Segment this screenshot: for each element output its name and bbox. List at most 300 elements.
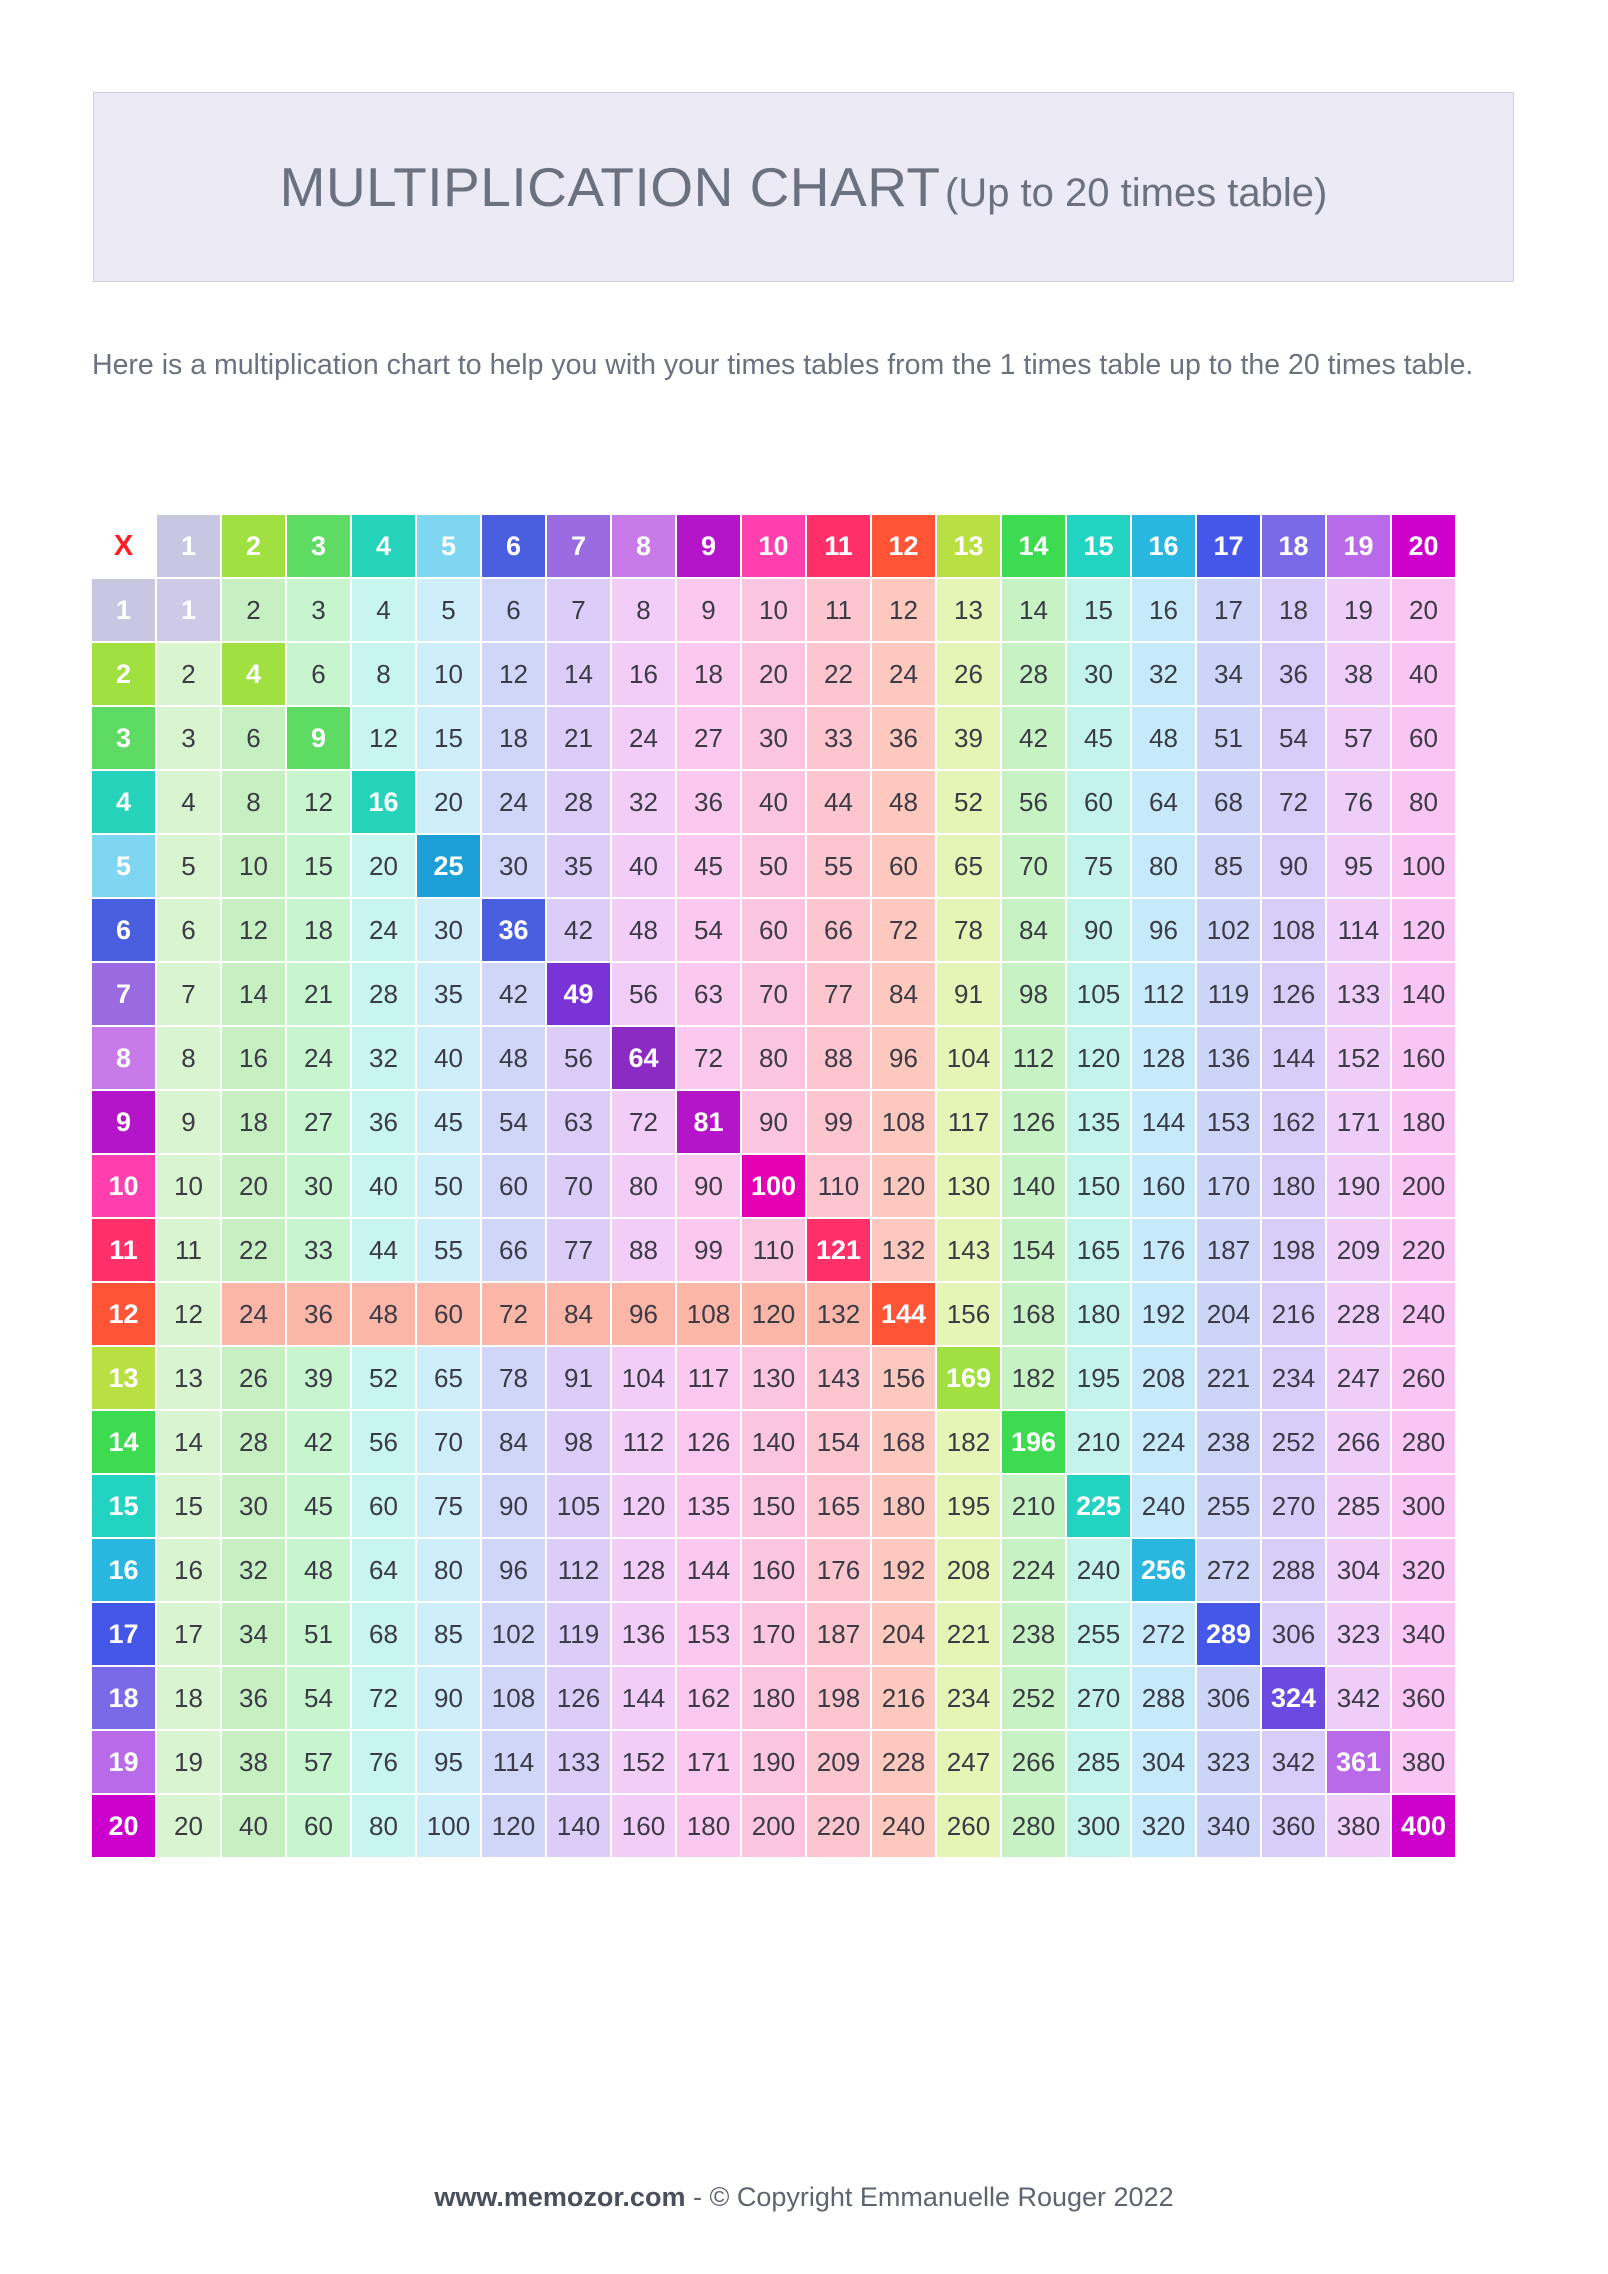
grid-cell-2x3: 6 [287, 643, 350, 705]
grid-cell-2x8: 16 [612, 643, 675, 705]
grid-cell-11x4: 44 [352, 1219, 415, 1281]
grid-cell-5x12: 60 [872, 835, 935, 897]
grid-cell-8x13: 104 [937, 1027, 1000, 1089]
grid-cell-square-3: 9 [287, 707, 350, 769]
grid-cell-15x7: 105 [547, 1475, 610, 1537]
grid-cell-20x9: 180 [677, 1795, 740, 1857]
grid-cell-4x16: 64 [1132, 771, 1195, 833]
grid-cell-9x15: 135 [1067, 1091, 1130, 1153]
column-header-19: 19 [1327, 515, 1390, 577]
grid-cell-9x14: 126 [1002, 1091, 1065, 1153]
table-row [92, 1027, 1455, 1089]
table-row [92, 835, 1455, 897]
grid-cell-20x11: 220 [807, 1795, 870, 1857]
grid-cell-1x5: 5 [417, 579, 480, 641]
grid-cell-17x18: 306 [1262, 1603, 1325, 1665]
grid-cell-13x12: 156 [872, 1347, 935, 1409]
grid-cell-17x19: 323 [1327, 1603, 1390, 1665]
grid-cell-20x15: 300 [1067, 1795, 1130, 1857]
grid-cell-4x5: 20 [417, 771, 480, 833]
grid-cell-17x4: 68 [352, 1603, 415, 1665]
grid-cell-4x2: 8 [222, 771, 285, 833]
grid-cell-15x10: 150 [742, 1475, 805, 1537]
grid-cell-14x5: 70 [417, 1411, 480, 1473]
grid-cell-3x2: 6 [222, 707, 285, 769]
grid-cell-2x16: 32 [1132, 643, 1195, 705]
grid-cell-19x1: 19 [157, 1731, 220, 1793]
grid-cell-18x15: 270 [1067, 1667, 1130, 1729]
grid-cell-16x20: 320 [1392, 1539, 1455, 1601]
table-row [92, 643, 1455, 705]
grid-cell-3x13: 39 [937, 707, 1000, 769]
grid-cell-7x19: 133 [1327, 963, 1390, 1025]
grid-cell-20x2: 40 [222, 1795, 285, 1857]
grid-cell-13x11: 143 [807, 1347, 870, 1409]
grid-cell-4x12: 48 [872, 771, 935, 833]
grid-cell-15x20: 300 [1392, 1475, 1455, 1537]
grid-cell-square-14: 196 [1002, 1411, 1065, 1473]
table-row [92, 1411, 1455, 1473]
grid-cell-17x14: 238 [1002, 1603, 1065, 1665]
grid-cell-4x6: 24 [482, 771, 545, 833]
grid-cell-15x5: 75 [417, 1475, 480, 1537]
grid-cell-6x9: 54 [677, 899, 740, 961]
grid-cell-14x12: 168 [872, 1411, 935, 1473]
grid-cell-3x6: 18 [482, 707, 545, 769]
grid-cell-9x12: 108 [872, 1091, 935, 1153]
grid-cell-13x16: 208 [1132, 1347, 1195, 1409]
grid-cell-19x8: 152 [612, 1731, 675, 1793]
grid-cell-3x18: 54 [1262, 707, 1325, 769]
grid-cell-3x12: 36 [872, 707, 935, 769]
grid-cell-15x17: 255 [1197, 1475, 1260, 1537]
grid-cell-14x10: 140 [742, 1411, 805, 1473]
grid-cell-20x3: 60 [287, 1795, 350, 1857]
table-row [92, 579, 1455, 641]
grid-cell-8x1: 8 [157, 1027, 220, 1089]
grid-cell-12x9: 108 [677, 1283, 740, 1345]
table-row [92, 1667, 1455, 1729]
grid-cell-8x17: 136 [1197, 1027, 1260, 1089]
grid-cell-5x11: 55 [807, 835, 870, 897]
grid-cell-3x16: 48 [1132, 707, 1195, 769]
grid-cell-11x5: 55 [417, 1219, 480, 1281]
grid-cell-7x9: 63 [677, 963, 740, 1025]
grid-cell-13x5: 65 [417, 1347, 480, 1409]
grid-cell-20x6: 120 [482, 1795, 545, 1857]
grid-cell-square-18: 324 [1262, 1667, 1325, 1729]
grid-cell-8x18: 144 [1262, 1027, 1325, 1089]
grid-cell-11x13: 143 [937, 1219, 1000, 1281]
grid-cell-9x5: 45 [417, 1091, 480, 1153]
row-header-9: 9 [92, 1091, 155, 1153]
grid-cell-12x13: 156 [937, 1283, 1000, 1345]
grid-cell-17x20: 340 [1392, 1603, 1455, 1665]
column-header-1: 1 [157, 515, 220, 577]
grid-cell-8x3: 24 [287, 1027, 350, 1089]
grid-cell-12x18: 216 [1262, 1283, 1325, 1345]
grid-cell-7x18: 126 [1262, 963, 1325, 1025]
grid-cell-8x11: 88 [807, 1027, 870, 1089]
grid-cell-7x10: 70 [742, 963, 805, 1025]
grid-cell-2x20: 40 [1392, 643, 1455, 705]
grid-cell-9x11: 99 [807, 1091, 870, 1153]
grid-cell-8x10: 80 [742, 1027, 805, 1089]
grid-cell-10x16: 160 [1132, 1155, 1195, 1217]
grid-cell-4x19: 76 [1327, 771, 1390, 833]
grid-cell-3x1: 3 [157, 707, 220, 769]
grid-cell-1x13: 13 [937, 579, 1000, 641]
grid-cell-2x9: 18 [677, 643, 740, 705]
grid-cell-7x3: 21 [287, 963, 350, 1025]
grid-cell-11x1: 11 [157, 1219, 220, 1281]
grid-cell-15x14: 210 [1002, 1475, 1065, 1537]
grid-cell-5x13: 65 [937, 835, 1000, 897]
grid-cell-12x8: 96 [612, 1283, 675, 1345]
table-header-row [92, 515, 1455, 577]
column-header-15: 15 [1067, 515, 1130, 577]
grid-cell-5x14: 70 [1002, 835, 1065, 897]
grid-cell-11x14: 154 [1002, 1219, 1065, 1281]
grid-cell-square-11: 121 [807, 1219, 870, 1281]
grid-cell-9x3: 27 [287, 1091, 350, 1153]
grid-cell-square-9: 81 [677, 1091, 740, 1153]
column-header-13: 13 [937, 515, 1000, 577]
grid-cell-19x3: 57 [287, 1731, 350, 1793]
grid-cell-9x17: 153 [1197, 1091, 1260, 1153]
grid-cell-3x20: 60 [1392, 707, 1455, 769]
grid-cell-12x2: 24 [222, 1283, 285, 1345]
grid-cell-6x5: 30 [417, 899, 480, 961]
row-header-15: 15 [92, 1475, 155, 1537]
grid-cell-14x2: 28 [222, 1411, 285, 1473]
grid-cell-5x15: 75 [1067, 835, 1130, 897]
grid-cell-19x15: 285 [1067, 1731, 1130, 1793]
grid-cell-15x16: 240 [1132, 1475, 1195, 1537]
grid-cell-3x9: 27 [677, 707, 740, 769]
grid-cell-19x4: 76 [352, 1731, 415, 1793]
grid-cell-12x6: 72 [482, 1283, 545, 1345]
grid-cell-14x8: 112 [612, 1411, 675, 1473]
grid-cell-4x20: 80 [1392, 771, 1455, 833]
grid-cell-18x7: 126 [547, 1667, 610, 1729]
grid-cell-16x15: 240 [1067, 1539, 1130, 1601]
grid-cell-9x20: 180 [1392, 1091, 1455, 1153]
intro-text: Here is a multiplication chart to help you with your times tables from the 1 times table up to the 20 times table. [92, 349, 1474, 381]
grid-cell-square-12: 144 [872, 1283, 935, 1345]
grid-cell-14x4: 56 [352, 1411, 415, 1473]
grid-cell-18x16: 288 [1132, 1667, 1195, 1729]
row-header-4: 4 [92, 771, 155, 833]
grid-cell-20x10: 200 [742, 1795, 805, 1857]
grid-cell-1x19: 19 [1327, 579, 1390, 641]
grid-cell-1x14: 14 [1002, 579, 1065, 641]
grid-cell-5x20: 100 [1392, 835, 1455, 897]
grid-cell-13x9: 117 [677, 1347, 740, 1409]
grid-cell-18x1: 18 [157, 1667, 220, 1729]
grid-cell-10x1: 10 [157, 1155, 220, 1217]
grid-cell-16x17: 272 [1197, 1539, 1260, 1601]
grid-cell-18x5: 90 [417, 1667, 480, 1729]
row-header-6: 6 [92, 899, 155, 961]
table-row [92, 1603, 1455, 1665]
grid-cell-1x6: 6 [482, 579, 545, 641]
grid-cell-5x4: 20 [352, 835, 415, 897]
grid-cell-6x14: 84 [1002, 899, 1065, 961]
row-header-20: 20 [92, 1795, 155, 1857]
grid-cell-15x6: 90 [482, 1475, 545, 1537]
grid-cell-2x1: 2 [157, 643, 220, 705]
grid-cell-8x16: 128 [1132, 1027, 1195, 1089]
grid-cell-8x20: 160 [1392, 1027, 1455, 1089]
row-header-19: 19 [92, 1731, 155, 1793]
grid-cell-16x19: 304 [1327, 1539, 1390, 1601]
grid-cell-18x13: 234 [937, 1667, 1000, 1729]
grid-cell-20x4: 80 [352, 1795, 415, 1857]
grid-cell-16x3: 48 [287, 1539, 350, 1601]
grid-cell-13x17: 221 [1197, 1347, 1260, 1409]
grid-cell-7x2: 14 [222, 963, 285, 1025]
column-header-14: 14 [1002, 515, 1065, 577]
grid-cell-4x3: 12 [287, 771, 350, 833]
grid-cell-20x14: 280 [1002, 1795, 1065, 1857]
grid-cell-16x13: 208 [937, 1539, 1000, 1601]
grid-cell-17x11: 187 [807, 1603, 870, 1665]
grid-cell-2x4: 8 [352, 643, 415, 705]
grid-cell-2x7: 14 [547, 643, 610, 705]
grid-cell-12x7: 84 [547, 1283, 610, 1345]
grid-cell-13x14: 182 [1002, 1347, 1065, 1409]
grid-cell-13x6: 78 [482, 1347, 545, 1409]
grid-cell-5x19: 95 [1327, 835, 1390, 897]
grid-cell-17x6: 102 [482, 1603, 545, 1665]
grid-cell-20x18: 360 [1262, 1795, 1325, 1857]
grid-cell-square-20: 400 [1392, 1795, 1455, 1857]
grid-cell-19x14: 266 [1002, 1731, 1065, 1793]
grid-cell-20x8: 160 [612, 1795, 675, 1857]
grid-cell-12x11: 132 [807, 1283, 870, 1345]
grid-cell-9x18: 162 [1262, 1091, 1325, 1153]
grid-cell-19x12: 228 [872, 1731, 935, 1793]
column-header-5: 5 [417, 515, 480, 577]
page-title [280, 155, 1328, 219]
grid-cell-20x5: 100 [417, 1795, 480, 1857]
grid-cell-11x7: 77 [547, 1219, 610, 1281]
grid-cell-18x10: 180 [742, 1667, 805, 1729]
grid-cell-19x11: 209 [807, 1731, 870, 1793]
grid-cell-16x4: 64 [352, 1539, 415, 1601]
grid-cell-square-5: 25 [417, 835, 480, 897]
table-row [92, 1283, 1455, 1345]
grid-cell-3x17: 51 [1197, 707, 1260, 769]
row-header-10: 10 [92, 1155, 155, 1217]
column-header-17: 17 [1197, 515, 1260, 577]
table-row [92, 1731, 1455, 1793]
grid-cell-4x18: 72 [1262, 771, 1325, 833]
grid-cell-18x6: 108 [482, 1667, 545, 1729]
grid-cell-2x5: 10 [417, 643, 480, 705]
grid-cell-1x20: 20 [1392, 579, 1455, 641]
footer-site[interactable]: www.memozor.com [434, 2182, 686, 2212]
grid-cell-9x16: 144 [1132, 1091, 1195, 1153]
grid-cell-10x13: 130 [937, 1155, 1000, 1217]
grid-cell-9x4: 36 [352, 1091, 415, 1153]
grid-cell-4x13: 52 [937, 771, 1000, 833]
grid-cell-1x8: 8 [612, 579, 675, 641]
grid-cell-1x17: 17 [1197, 579, 1260, 641]
grid-cell-19x7: 133 [547, 1731, 610, 1793]
grid-cell-6x1: 6 [157, 899, 220, 961]
grid-cell-2x18: 36 [1262, 643, 1325, 705]
grid-cell-8x2: 16 [222, 1027, 285, 1089]
grid-cell-5x16: 80 [1132, 835, 1195, 897]
grid-cell-11x2: 22 [222, 1219, 285, 1281]
grid-cell-17x7: 119 [547, 1603, 610, 1665]
grid-cell-13x8: 104 [612, 1347, 675, 1409]
grid-cell-1x4: 4 [352, 579, 415, 641]
grid-cell-square-4: 16 [352, 771, 415, 833]
grid-cell-14x16: 224 [1132, 1411, 1195, 1473]
grid-cell-12x17: 204 [1197, 1283, 1260, 1345]
grid-cell-19x16: 304 [1132, 1731, 1195, 1793]
grid-cell-19x9: 171 [677, 1731, 740, 1793]
grid-cell-2x14: 28 [1002, 643, 1065, 705]
row-header-14: 14 [92, 1411, 155, 1473]
row-header-18: 18 [92, 1667, 155, 1729]
grid-cell-18x20: 360 [1392, 1667, 1455, 1729]
grid-cell-18x19: 342 [1327, 1667, 1390, 1729]
row-header-11: 11 [92, 1219, 155, 1281]
grid-cell-16x6: 96 [482, 1539, 545, 1601]
grid-cell-10x9: 90 [677, 1155, 740, 1217]
grid-cell-3x19: 57 [1327, 707, 1390, 769]
row-header-12: 12 [92, 1283, 155, 1345]
row-header-13: 13 [92, 1347, 155, 1409]
grid-cell-19x6: 114 [482, 1731, 545, 1793]
grid-cell-20x13: 260 [937, 1795, 1000, 1857]
grid-cell-17x15: 255 [1067, 1603, 1130, 1665]
grid-cell-19x5: 95 [417, 1731, 480, 1793]
grid-cell-10x17: 170 [1197, 1155, 1260, 1217]
row-header-17: 17 [92, 1603, 155, 1665]
grid-cell-2x15: 30 [1067, 643, 1130, 705]
grid-cell-14x20: 280 [1392, 1411, 1455, 1473]
row-header-2: 2 [92, 643, 155, 705]
grid-cell-11x8: 88 [612, 1219, 675, 1281]
grid-cell-15x18: 270 [1262, 1475, 1325, 1537]
grid-cell-16x18: 288 [1262, 1539, 1325, 1601]
grid-cell-9x7: 63 [547, 1091, 610, 1153]
grid-cell-16x8: 128 [612, 1539, 675, 1601]
grid-cell-3x11: 33 [807, 707, 870, 769]
grid-cell-10x2: 20 [222, 1155, 285, 1217]
grid-cell-11x16: 176 [1132, 1219, 1195, 1281]
grid-cell-7x20: 140 [1392, 963, 1455, 1025]
grid-cell-6x17: 102 [1197, 899, 1260, 961]
grid-cell-18x8: 144 [612, 1667, 675, 1729]
grid-cell-5x10: 50 [742, 835, 805, 897]
grid-cell-1x7: 7 [547, 579, 610, 641]
grid-cell-17x3: 51 [287, 1603, 350, 1665]
grid-cell-6x16: 96 [1132, 899, 1195, 961]
grid-cell-17x5: 85 [417, 1603, 480, 1665]
grid-cell-3x15: 45 [1067, 707, 1130, 769]
grid-cell-19x18: 342 [1262, 1731, 1325, 1793]
grid-cell-16x5: 80 [417, 1539, 480, 1601]
grid-cell-17x16: 272 [1132, 1603, 1195, 1665]
grid-cell-1x3: 3 [287, 579, 350, 641]
grid-cell-14x6: 84 [482, 1411, 545, 1473]
grid-cell-6x15: 90 [1067, 899, 1130, 961]
grid-cell-3x7: 21 [547, 707, 610, 769]
grid-cell-9x8: 72 [612, 1091, 675, 1153]
table-row [92, 1795, 1455, 1857]
grid-cell-16x14: 224 [1002, 1539, 1065, 1601]
grid-cell-8x7: 56 [547, 1027, 610, 1089]
grid-cell-7x17: 119 [1197, 963, 1260, 1025]
grid-cell-8x14: 112 [1002, 1027, 1065, 1089]
grid-cell-17x1: 17 [157, 1603, 220, 1665]
grid-cell-16x9: 144 [677, 1539, 740, 1601]
grid-cell-20x1: 20 [157, 1795, 220, 1857]
grid-cell-2x6: 12 [482, 643, 545, 705]
grid-cell-4x8: 32 [612, 771, 675, 833]
grid-cell-14x3: 42 [287, 1411, 350, 1473]
page-title-sub: (Up to 20 times table) [944, 171, 1328, 215]
grid-cell-5x17: 85 [1197, 835, 1260, 897]
grid-corner-x: X [92, 515, 155, 577]
grid-cell-3x4: 12 [352, 707, 415, 769]
grid-cell-12x20: 240 [1392, 1283, 1455, 1345]
grid-cell-18x2: 36 [222, 1667, 285, 1729]
grid-cell-10x5: 50 [417, 1155, 480, 1217]
grid-cell-square-17: 289 [1197, 1603, 1260, 1665]
grid-cell-14x17: 238 [1197, 1411, 1260, 1473]
grid-cell-2x11: 22 [807, 643, 870, 705]
grid-cell-19x17: 323 [1197, 1731, 1260, 1793]
grid-cell-6x10: 60 [742, 899, 805, 961]
multiplication-table [90, 513, 1457, 1859]
grid-cell-5x18: 90 [1262, 835, 1325, 897]
table-row [92, 1347, 1455, 1409]
grid-cell-16x2: 32 [222, 1539, 285, 1601]
grid-cell-13x10: 130 [742, 1347, 805, 1409]
grid-cell-16x11: 176 [807, 1539, 870, 1601]
grid-cell-square-19: 361 [1327, 1731, 1390, 1793]
grid-cell-10x8: 80 [612, 1155, 675, 1217]
grid-cell-12x4: 48 [352, 1283, 415, 1345]
table-row [92, 707, 1455, 769]
grid-cell-7x13: 91 [937, 963, 1000, 1025]
grid-cell-17x9: 153 [677, 1603, 740, 1665]
grid-cell-6x3: 18 [287, 899, 350, 961]
grid-cell-2x19: 38 [1327, 643, 1390, 705]
grid-cell-7x1: 7 [157, 963, 220, 1025]
grid-cell-6x12: 72 [872, 899, 935, 961]
row-header-16: 16 [92, 1539, 155, 1601]
grid-cell-2x17: 34 [1197, 643, 1260, 705]
grid-cell-9x6: 54 [482, 1091, 545, 1153]
grid-cell-20x7: 140 [547, 1795, 610, 1857]
grid-cell-13x15: 195 [1067, 1347, 1130, 1409]
grid-cell-12x3: 36 [287, 1283, 350, 1345]
grid-cell-6x4: 24 [352, 899, 415, 961]
grid-cell-6x13: 78 [937, 899, 1000, 961]
grid-cell-2x12: 24 [872, 643, 935, 705]
grid-cell-13x19: 247 [1327, 1347, 1390, 1409]
grid-cell-1x12: 12 [872, 579, 935, 641]
grid-cell-5x1: 5 [157, 835, 220, 897]
